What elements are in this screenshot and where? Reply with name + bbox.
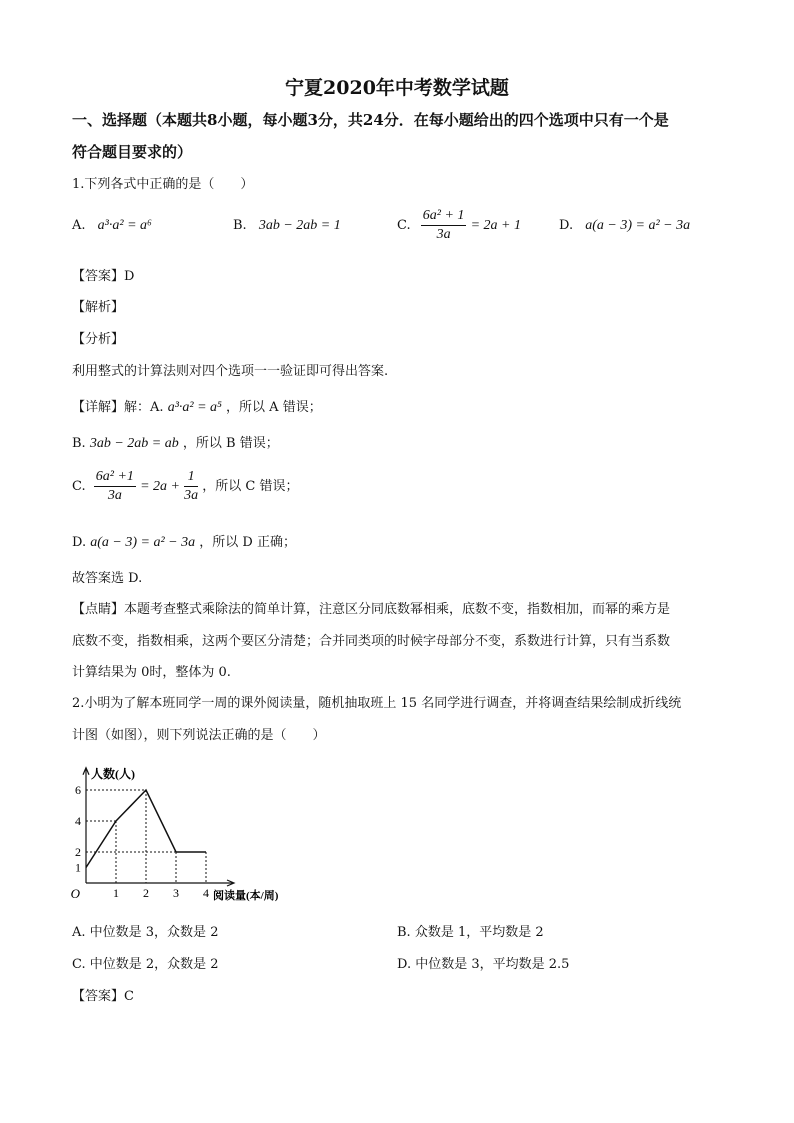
q1-detail-d bbox=[72, 531, 296, 551]
q1-detail-c-suffix: ，所以 C 错误； bbox=[202, 479, 299, 494]
x-tick-label-4: 4 bbox=[203, 886, 209, 900]
q1-dianjing-line2: 底数不变，指数相乘，这两个要区分清楚；合并同类项的时候字母部分不变，系数进行计算，只有当系数 bbox=[72, 634, 671, 649]
q1-option-b-label: B. bbox=[233, 218, 247, 233]
q1-detail-c-denominator: 3a bbox=[107, 488, 122, 503]
q1-analysis-label: 【解析】 bbox=[72, 300, 125, 315]
q1-detail-c-numerator2: 1 bbox=[184, 468, 198, 487]
q1-answer-label: 【答案】 bbox=[72, 269, 125, 284]
q1-detail-label: 【详解】 bbox=[72, 400, 125, 415]
q1-conclusion: 故答案选 D. bbox=[72, 571, 143, 586]
q1-option-c-numerator: 6a² + 1 bbox=[421, 207, 467, 226]
section-heading-line1: 一、选择题（本题共8小题，每小题3分，共24分．在每小题给出的四个选项中只有一个是 bbox=[72, 111, 669, 129]
q1-answer-value: D bbox=[124, 269, 135, 284]
y-axis-title: 人数(人) bbox=[91, 766, 135, 781]
q2-option-c: C. 中位数是 2，众数是 2 bbox=[72, 957, 219, 972]
q2-option-a: A. 中位数是 3，众数是 2 bbox=[72, 925, 219, 940]
q1-detail-b-expr: 3ab − 2ab = ab bbox=[89, 436, 179, 451]
q2-answer-value: C bbox=[124, 989, 134, 1004]
q1-dianjing-text1: 本题考查整式乘除法的简单计算，注意区分同底数幂相乘，底数不变，指数相加，而幂的乘方是 bbox=[124, 602, 671, 617]
q1-detail-c-prefix: C. bbox=[72, 479, 86, 494]
q1-option-d-expr: a(a − 3) = a² − 3a bbox=[585, 218, 691, 233]
reading-line-chart bbox=[70, 755, 310, 910]
y-tick-label-2: 2 bbox=[75, 845, 81, 859]
q1-option-a bbox=[72, 218, 152, 234]
section-heading-line2: 符合题目要求的） bbox=[72, 143, 193, 161]
x-tick-label-1: 1 bbox=[113, 886, 119, 900]
q1-detail-c-fraction bbox=[94, 468, 136, 505]
q1-option-b-expr: 3ab − 2ab = 1 bbox=[258, 218, 341, 233]
q1-detail-d-suffix: ，所以 D 正确； bbox=[199, 535, 296, 550]
q1-detail-a-expr: a³·a² = a⁵ bbox=[167, 400, 222, 415]
q1-detail-a-suffix: ，所以 A 错误； bbox=[226, 400, 322, 415]
q1-detail-c-fraction2 bbox=[184, 468, 198, 505]
q1-dianjing-line3: 计算结果为 0时，整体为 0. bbox=[72, 665, 231, 680]
origin-label: O bbox=[70, 886, 80, 901]
q1-fenxi-label: 【分析】 bbox=[72, 332, 125, 347]
page-title: 宁夏2020年中考数学试题 bbox=[285, 77, 509, 99]
q2-answer-label: 【答案】 bbox=[72, 989, 125, 1004]
q1-detail-b bbox=[72, 432, 279, 452]
q1-dianjing-line1 bbox=[72, 598, 670, 617]
q1-detail-c-denominator2: 3a bbox=[184, 488, 199, 503]
q1-detail-a bbox=[72, 396, 322, 416]
q1-detail-c-mid: = 2a + bbox=[140, 479, 180, 494]
q1-option-c-fraction bbox=[421, 207, 467, 244]
q2-stem-line2: 计图（如图），则下列说法正确的是（ ） bbox=[72, 728, 326, 743]
q1-option-c-label: C. bbox=[397, 218, 411, 233]
q2-answer bbox=[72, 985, 134, 1004]
q1-option-c-rest: = 2a + 1 bbox=[470, 218, 521, 233]
y-tick-label-1: 1 bbox=[75, 860, 81, 875]
q1-dianjing-label: 【点睛】 bbox=[72, 602, 125, 617]
q1-answer bbox=[72, 265, 134, 284]
q1-detail-d-prefix: D. bbox=[72, 535, 87, 550]
q1-option-a-label: A. bbox=[72, 218, 86, 233]
x-axis-title: 阅读量(本/周) bbox=[213, 890, 279, 902]
q1-option-a-expr: a³·a² = a⁶ bbox=[97, 218, 152, 233]
q2-option-b: B. 众数是 1，平均数是 2 bbox=[397, 925, 544, 940]
y-tick-label-6: 6 bbox=[75, 783, 81, 797]
q1-option-c-denominator: 3a bbox=[436, 227, 451, 242]
q1-detail-a-prefix: 解：A. bbox=[124, 400, 164, 415]
q1-option-d-label: D. bbox=[559, 218, 574, 233]
q1-stem: 1.下列各式中正确的是（ ） bbox=[72, 177, 254, 192]
q2-stem-line1: 2.小明为了解本班同学一周的课外阅读量，随机抽取班上 15 名同学进行调查，并将调查结果绘制成折线统 bbox=[72, 696, 682, 711]
q2-option-d: D. 中位数是 3，平均数是 2.5 bbox=[397, 957, 570, 972]
q1-detail-b-prefix: B. bbox=[72, 436, 86, 451]
y-tick-label-4: 4 bbox=[75, 814, 81, 828]
q1-option-d bbox=[559, 218, 690, 234]
q1-detail-b-suffix: ，所以 B 错误； bbox=[182, 436, 279, 451]
q1-fenxi-text: 利用整式的计算法则对四个选项一一验证即可得出答案. bbox=[72, 364, 389, 379]
x-tick-label-2: 2 bbox=[143, 886, 149, 900]
q1-option-b bbox=[233, 218, 341, 234]
q1-option-c bbox=[397, 207, 521, 244]
x-tick-label-3: 3 bbox=[173, 886, 179, 900]
q1-detail-c-numerator: 6a² +1 bbox=[94, 468, 136, 487]
q1-detail-c bbox=[72, 468, 298, 505]
q1-detail-d-expr: a(a − 3) = a² − 3a bbox=[90, 535, 196, 550]
